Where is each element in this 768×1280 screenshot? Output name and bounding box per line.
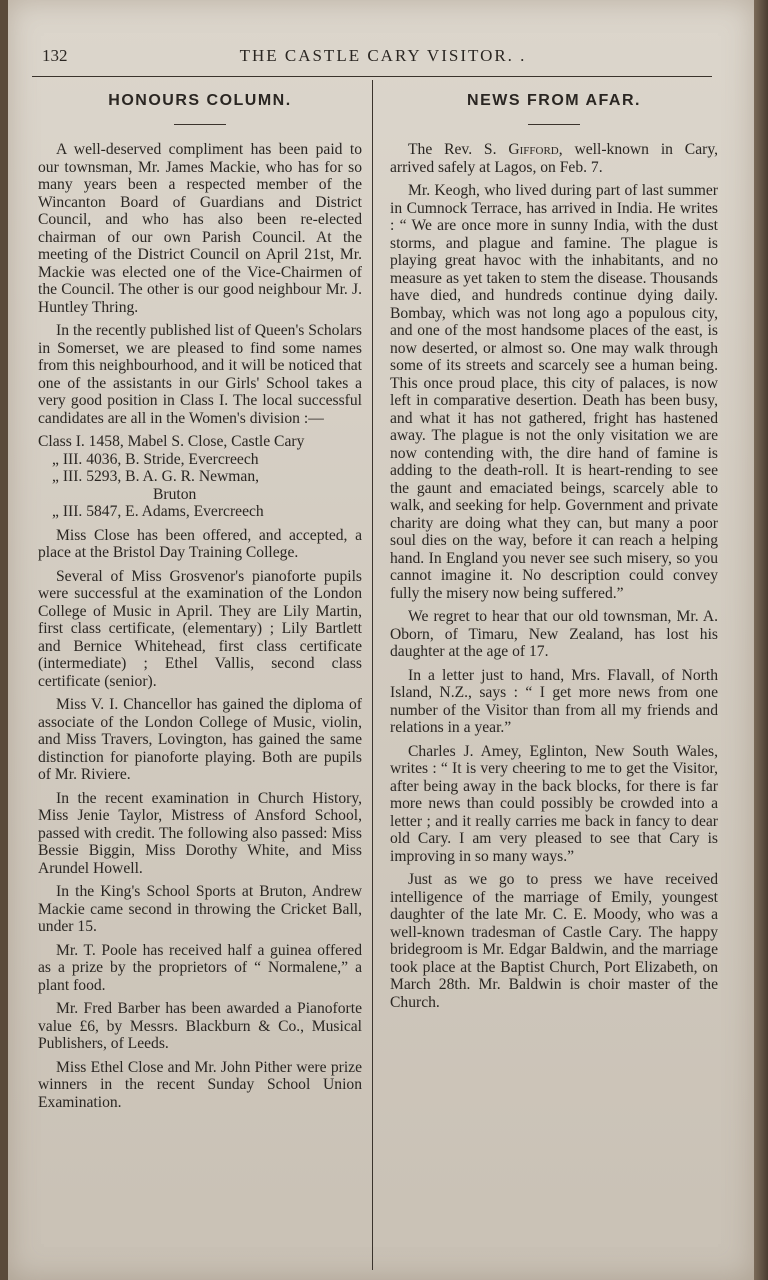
scholar-entry-continued: Bruton: [153, 485, 197, 503]
page-number: 132: [42, 46, 68, 65]
paragraph: Several of Miss Grosvenor's pianoforte pupils were successful at the examination of the London College of Music in April. They are Lily Martin, first class certificate, (elementary) ; Lily Bartlett and Bernice Whitehead, first class certificate (intermediate) ; Ethel Vallis, second class certificate (senior).: [38, 567, 362, 690]
paragraph: Charles J. Amey, Eglinton, New South Wales, writes : “ It is very cheering to me to get the Visitor, after being away in the back blocks, for there is far more news than could possibly be crowded into a letter ; and it really carries me back in fancy to dear old Cary. I am very pleased to see that Cary is improving in so many ways.”: [390, 742, 718, 865]
news-from-afar-column: [390, 88, 718, 1268]
page-header: [38, 44, 728, 74]
news-column-title: NEWS FROM AFAR.: [467, 92, 641, 109]
running-title: THE CASTLE CARY VISITOR. .: [239, 46, 527, 65]
paragraph: Mr. Keogh, who lived during part of last summer in Cumnock Terrace, has arrived in India. He writes : “ We are once more in sunny India, with the dust storms, and plague and famine. The plague is playing great havoc with the inhabitants, and no measure as yet taken to stem the disease. Thousands have died, and hundreds continue dying daily. Bombay, which was not long ago a populous city, and one of the most handsome places of the east, is now deserted, or almost so. One may walk through some of its streets and scarcely see a human being. This once proud place, this city of palaces, is now left in comparative desertion. Death has been busy, and what it has not gathered, fright has hastened away. The plague is not the only visitation we are now contending with, the dire hand of famine is adding to the death-roll. It is heart-rending to see the gaunt and emaciated beings, scarcely able to walk, and seeking for help. Government and private charity are doing what they can, but many a poor soul dies on the way, before it can reach a helping hand. In England you never see such misery, so you cannot imagine it. No description could convey fully the misery now being suffered.”: [390, 182, 718, 602]
page-edge: [754, 0, 768, 1280]
title-rule: [528, 124, 580, 125]
honours-column-title: HONOURS COLUMN.: [108, 92, 292, 109]
scholar-entry: „ III. 4036, B. Stride, Evercreech: [52, 450, 259, 468]
paragraph: In the King's School Sports at Bruton, Andrew Mackie came second in throwing the Cricket Ball, under 15.: [38, 883, 362, 935]
paragraph-text: , well-known in Cary, arrived safely at Lagos, on Feb. 7.: [390, 141, 718, 176]
paragraph: In a letter just to hand, Mrs. Flavall, of North Island, N.Z., says : “ I get more news from one number of the Visitor than from all my friends and relations in a year.”: [390, 666, 718, 736]
paragraph: We regret to hear that our old townsman, Mr. A. Oborn, of Timaru, New Zealand, has lost his daughter at the age of 17.: [390, 608, 718, 660]
paragraph: Miss Ethel Close and Mr. John Pither were prize winners in the recent Sunday School Union Examination.: [38, 1058, 362, 1111]
paragraph: A well-deserved compliment has been paid to our townsman, Mr. James Mackie, who has for so many years been a respected member of the Wincanton Board of Guardians and District Council, and who has also been re-elected chairman of our own Parish Council. At the meeting of the District Council on April 21st, Mr. Mackie was elected one of the Vice-Chairmen of the Council. The other is our good neighbour Mr. J. Huntley Thring.: [38, 141, 362, 316]
paragraph: Miss V. I. Chancellor has gained the diploma of associate of the London College of Music, violin, and Miss Travers, Lovington, has gained the same distinction for pianoforte playing. Both are pupils of Mr. Riviere.: [38, 696, 362, 783]
column-divider: [372, 80, 373, 1270]
header-rule: [32, 76, 712, 77]
paragraph: Mr. Fred Barber has been awarded a Pianoforte value £6, by Messrs. Blackburn & Co., Musical Publishers, of Leeds.: [38, 1000, 362, 1052]
person-name: Gifford: [508, 141, 559, 158]
paragraph: In the recent examination in Church History, Miss Jenie Taylor, Mistress of Ansford School, passed with credit. The following also passed: Miss Bessie Biggin, Miss Dorothy White, and Miss Arundel Howell.: [38, 789, 362, 877]
paragraph: [390, 141, 718, 176]
scholar-entry: „ III. 5293, B. A. G. R. Newman,: [52, 468, 260, 485]
scholar-entry: „ III. 5847, E. Adams, Evercreech: [52, 503, 264, 520]
honours-column: [38, 88, 362, 1268]
paragraph: In the recently published list of Queen's Scholars in Somerset, we are pleased to find some names from this neighbourhood, and it will be noticed that one of the assistants in our Girls' School takes a very good position in Class I. The local successful candidates are all in the Women's division :—: [38, 322, 362, 427]
paragraph-text: The Rev. S.: [408, 141, 509, 158]
paragraph: Just as we go to press we have received intelligence of the marriage of Emily, youngest daughter of the late Mr. C. E. Moody, who was a well-known tradesman of Castle Cary. The happy bridegroom is Mr. Edgar Baldwin, and the marriage took place at the Baptist Church, Port Elizabeth, on March 28th. Mr. Baldwin is choir master of the Church.: [390, 871, 718, 1011]
title-rule: [174, 124, 226, 125]
paragraph: Miss Close has been offered, and accepted, a place at the Bristol Day Training College.: [38, 526, 362, 561]
paragraph: Mr. T. Poole has received half a guinea offered as a prize by the proprietors of “ Normalene,” a plant food.: [38, 941, 362, 994]
scholar-entry: Class I. 1458, Mabel S. Close, Castle Cary: [38, 433, 305, 450]
